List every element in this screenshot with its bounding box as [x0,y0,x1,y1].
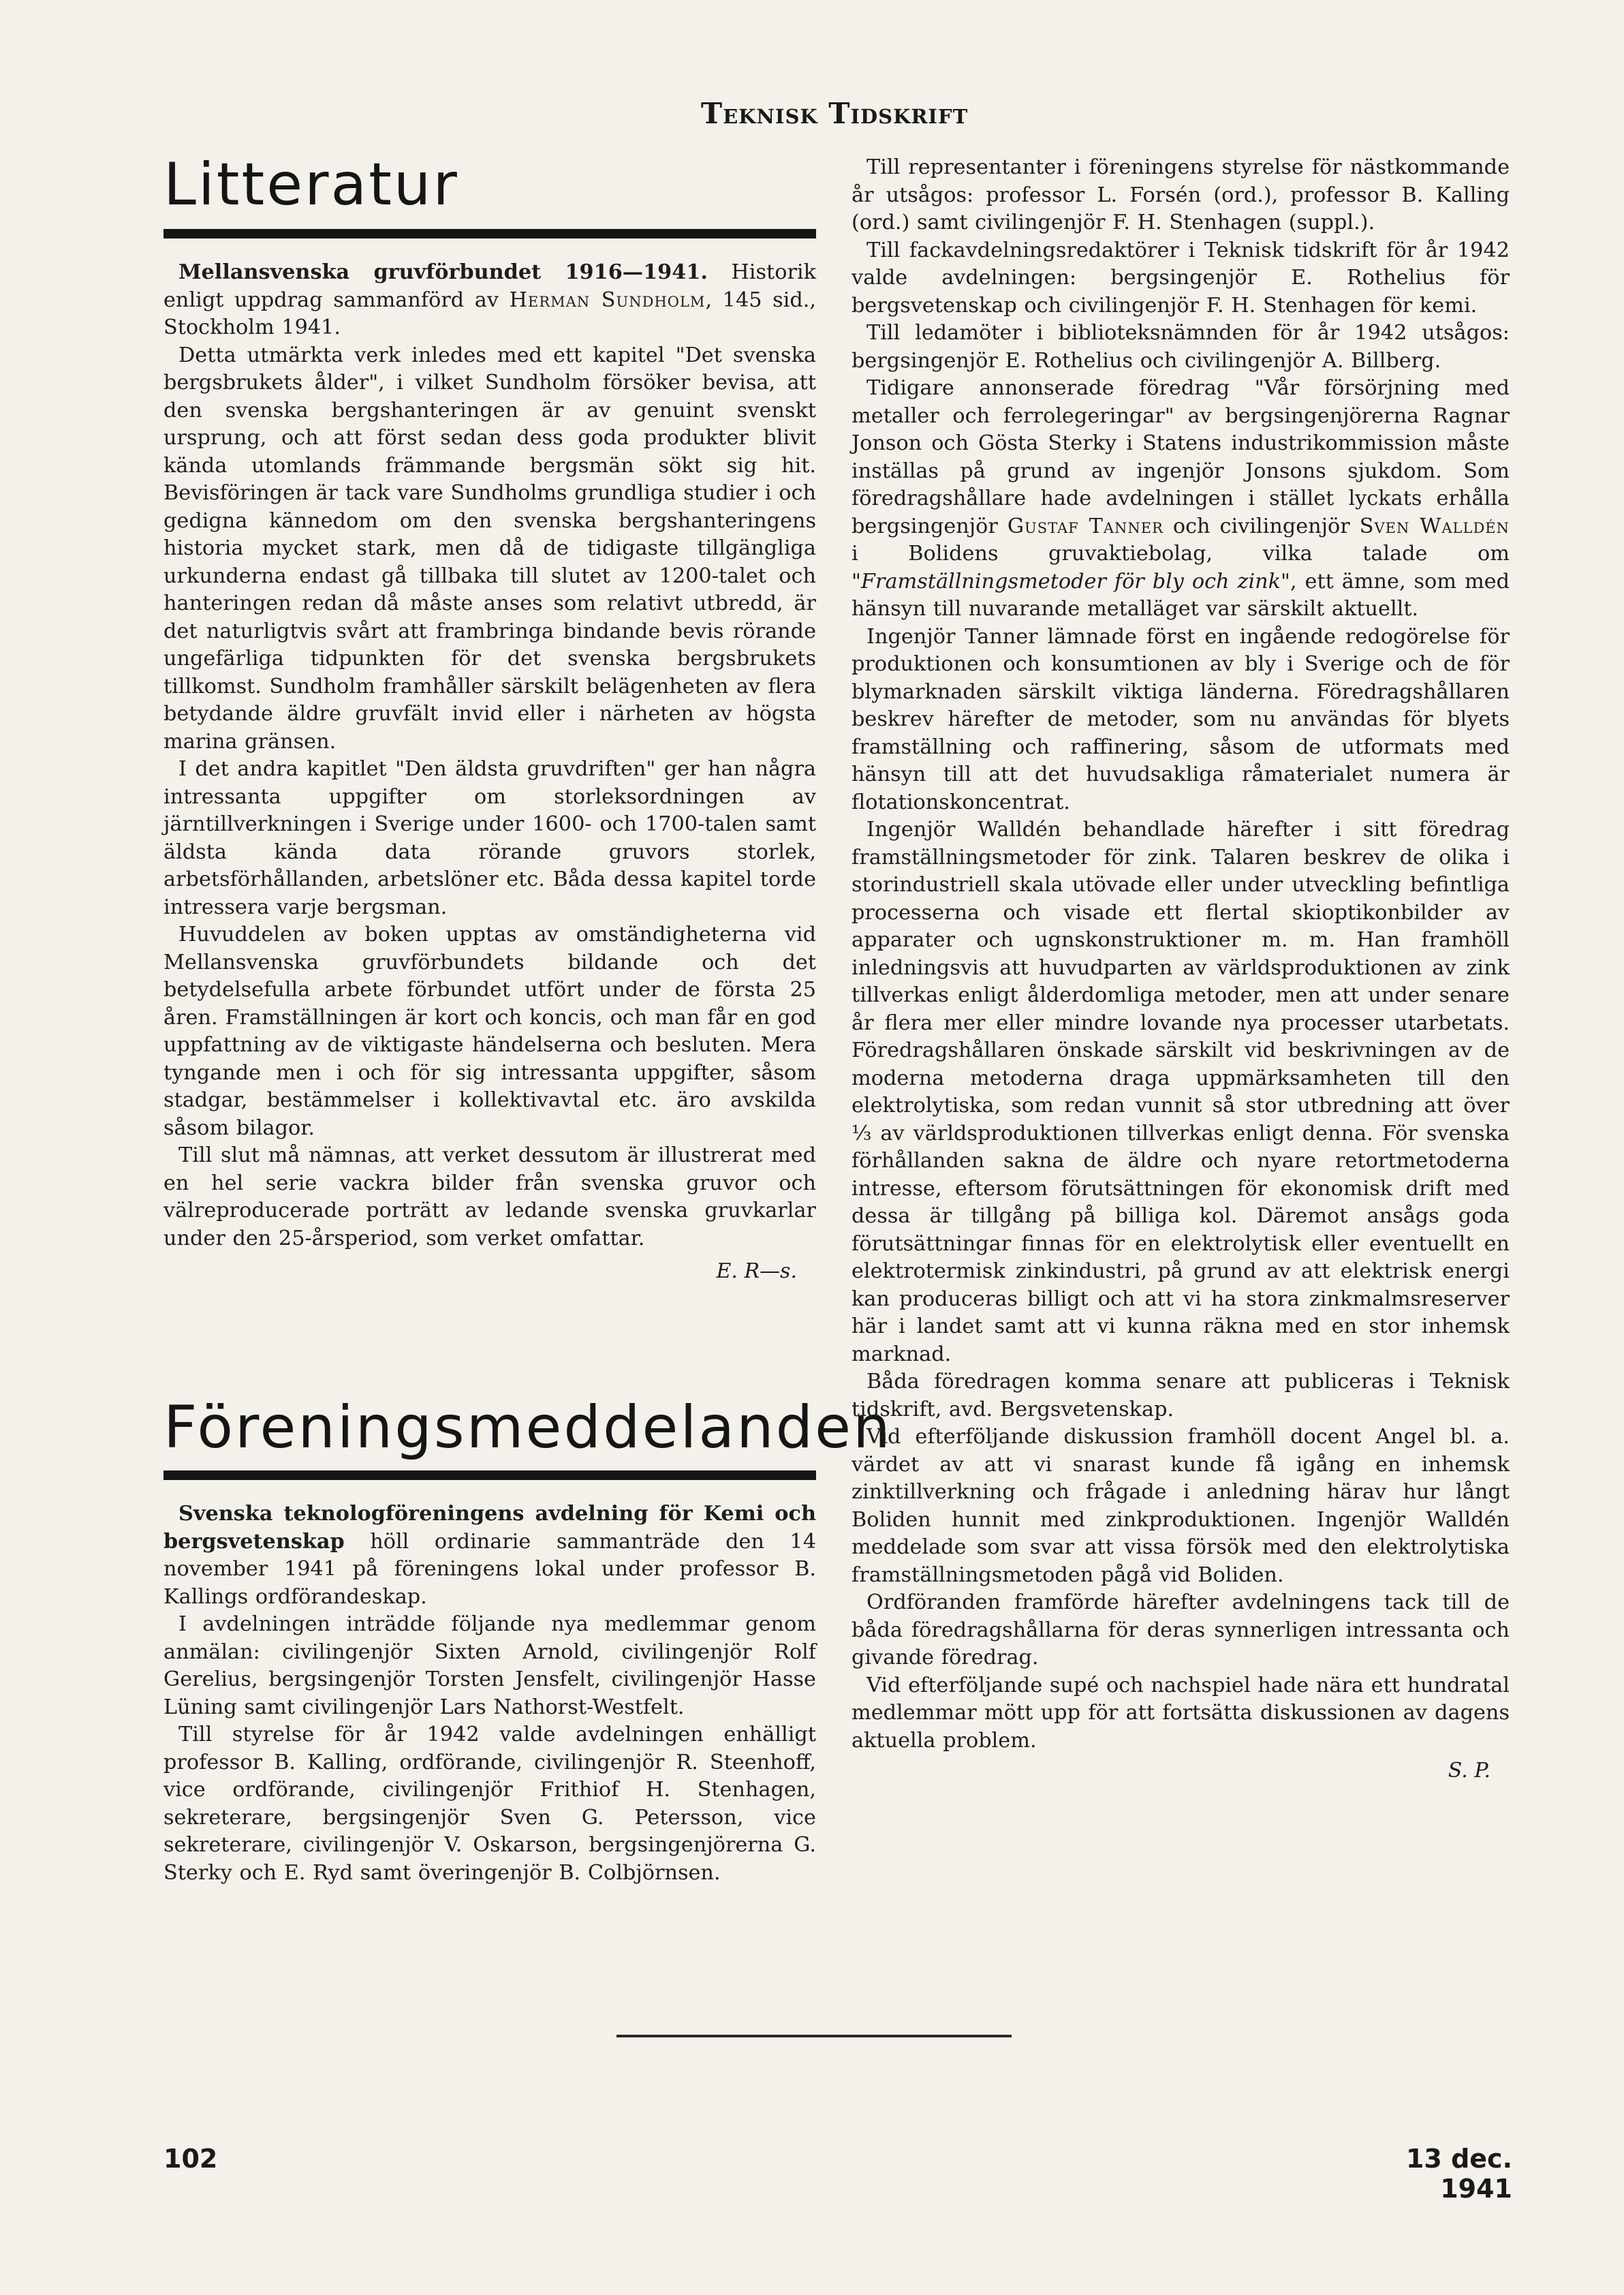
paragraph: Huvuddelen av boken upptas av omständigheterna vid Mellansvenska gruvförbundets bildande och det betydelsefulla arbete förbundet utfört under de första 25 åren. Framställningen är kort och koncis, och man får en god uppfattning av de viktigaste händelserna och besluten. Mera tyngande men i och för sig intressanta uppgifter, såsom stadgar, bestämmelser i kollektivavtal etc. äro avskilda såsom bilagor. [163,923,816,1140]
paragraph: Svenska teknologföreningens avdelning för Kemi och bergsvetenskap höll ordinarie sammanträde den 14 november 1941 på föreningens lokal under professor B. Kallings ordförandeskap. [163,1502,816,1609]
litteratur-article [163,259,816,1285]
paragraph: Ordföranden framförde härefter avdelningens tack till de båda föredragshållarna för deras synnerligen intressanta och givande föredrag. [852,1590,1510,1669]
paragraph: Till fackavdelningsredaktörer i Teknisk tidskrift för år 1942 valde avdelningen: bergsingenjör E. Rothelius för bergsvetenskap och civilingenjör F. H. Stenhagen för kemi. [852,238,1510,318]
book-title: Mellansvenska gruvförbundet 1916—1941. [178,260,708,284]
journal-title: Teknisk Tidskrift [700,97,969,130]
paragraph: Ingenjör Walldén behandlade härefter i sitt föredrag framställningsmetoder för zink. Talaren beskrev de olika i storindustriell skala utövade eller under utveckling befintliga processerna och visade ett flertal skioptikonbilder av apparater och ugnskonstruktioner m. m. Han framhöll inledningsvis att huvudparten av världsproduktionen av zink tillverkas enligt ålderdomliga metoder, men att under senare år flera mer eller mindre lovande nya processer utarbetats. Föredragshållaren önskade särskilt vid beskrivningen av de moderna metoderna draga uppmärksamheten till den elektrolytiska, som redan vunnit så stor utbredning att över ⅓ av världsproduktionen tillverkas enligt denna. För svenska förhållanden sakna de äldre och nyare retortmetoderna intresse, eftersom förutsättningen för ekonomisk drift med dessa är tillgång på billiga kol. Däremot ansågs goda förutsättningar finnas för en elektrolytisk eller eventuellt en elektrotermisk zinkindustri, på grund av att elektrisk energi kan produceras billigt och att vi ha stora zinkmalmsreserver här i landet samt att vi kunna räkna med en stor inhemsk marknad. [852,818,1510,1366]
paragraph: Detta utmärkta verk inledes med ett kapitel "Det svenska bergsbrukets ålder", i vilket Sundholm försöker bevisa, att den svenska bergshanteringen är av genuint svenskt ursprung, och att först sedan dess goda produkter blivit kända utomlands främmande bergsmän sökt sig hit. Bevisföringen är tack vare Sundholms grundliga studier i och gedigna kännedom om den svenska bergshanteringens historia mycket stark, men då de tidigaste tillgängliga urkunderna endast gå tillbaka till slutet av 1200-talet och hanteringen redan då måste anses som relativt utbredd, är det naturligtvis svårt att frambringa bindande bevis rörande ungefärliga tidpunkten för det svenska bergsbrukets tillkomst. Sundholm framhåller särskilt belägenheten av flera betydande äldre gruvfält invid eller i närheten av högsta marina gränsen. [163,343,816,754]
report-signature: S. P. [1448,1759,1490,1783]
speaker-name: Gustaf Tanner [1007,514,1164,538]
heading-rule [163,229,816,238]
speaker-name: Sven Walldén [1359,514,1510,538]
talk-title: "Framställningsmetoder för bly och zink" [852,569,1290,594]
page-number: 102 [163,2144,218,2174]
paragraph: Vid efterföljande diskussion framhöll docent Angel bl. a. värdet av att vi snarast kunde få igång en inhemsk zinktillverkning och frågade i anledning härav hur långt Boliden hunnit med zinkproduktionen. Ingenjör Walldén meddelade som svar att vissa försök med den elektrolytiska framställningsmetoden pågå vid Boliden. [852,1425,1510,1587]
paragraph: Vid efterföljande supé och nachspiel hade nära ett hundratal medlemmar mött upp för att fortsätta diskussionen av dagens aktuella problem. [852,1673,1510,1753]
foreningsmeddelanden-article [163,1500,816,1887]
paragraph: Till styrelse för år 1942 valde avdelningen enhälligt professor B. Kalling, ordförande, civilingenjör R. Steenhoff, vice ordförande, civilingenjör Frithiof H. Stenhagen, sekreterare, bergsingenjör Sven G. Petersson, vice sekreterare, civilingenjör V. Oskarson, bergsingenjörerna G. Sterky och E. Ryd samt överingenjör B. Colbjörnsen. [163,1723,816,1885]
review-signature: E. R—s. [716,1259,797,1283]
right-column [852,154,1510,1785]
litteratur-heading: Litteratur [163,151,459,219]
book-author: Herman Sundholm [509,288,706,312]
paragraph: Till representanter i föreningens styrelse för nästkommande år utsågos: professor L. Forsén (ord.), professor B. Kalling (ord.) samt civilingenjör F. H. Stenhagen (suppl.). [852,155,1510,234]
organization-name: Svenska teknologföreningens avdelning för Kemi och bergsvetenskap [163,1502,816,1554]
paragraph: I det andra kapitlet "Den äldsta gruvdriften" ger han några intressanta uppgifter om storleksordningen av järntillverkningen i Sverige under 1600- och 1700-talen samt äldsta kända data rörande gruvors storlek, arbetsförhållanden, arbetslöner etc. Båda dessa kapitel torde intressera varje bergsman. [163,757,816,919]
paragraph: Tidigare annonserade föredrag "Vår försörjning med metaller och ferrolegeringar" av bergsingenjörerna Ragnar Jonson och Gösta Sterky i Statens industrikommission måste inställas på grund av ingenjör Jonsons sjukdom. Som föredragshållare hade avdelningen i stället lyckats erhålla bergsingenjör Gustaf Tanner och civilingenjör Sven Walldén i Bolidens gruvaktiebolag, vilka talade om "Framställningsmetoder för bly och zink", ett ämne, som med hänsyn till nuvarande metalläget var särskilt aktuellt. [852,376,1510,621]
paragraph: Till slut må nämnas, att verket dessutom är illustrerat med en hel serie vackra bilder från svenska gruvor och välreproducerade porträtt av ledande svenska gruvkarlar under den 25-årsperiod, som verket omfattar. [163,1143,816,1250]
paragraph: I avdelningen inträdde följande nya medlemmar genom anmälan: civilingenjör Sixten Arnold, civilingenjör Rolf Gerelius, bergsingenjör Torsten Jensfelt, civilingenjör Hasse Lüning samt civilingenjör Lars Nathorst-Westfelt. [163,1612,816,1719]
paragraph: Ingenjör Tanner lämnade först en ingående redogörelse för produktionen och konsumtionen av bly i Sverige och de för blymarknaden särskilt viktiga länderna. Föredragshållaren beskrev härefter de metoder, som nu användas för blyets framställning och raffinering, såsom de utformats med hänsyn till att det huvudsakliga råmaterialet numera är flotationskoncentrat. [852,624,1510,814]
bottom-divider [616,2035,1012,2037]
foreningsmeddelanden-heading: Föreningsmeddelanden [163,1393,892,1462]
paragraph: Till ledamöter i biblioteksnämnden för år 1942 utsågos: bergsingenjör E. Rothelius och civilingenjör A. Billberg. [852,321,1510,373]
paragraph: Båda föredragen komma senare att publiceras i Teknisk tidskrift, avd. Bergsvetenskap. [852,1370,1510,1421]
book-reference: Mellansvenska gruvförbundet 1916—1941. Historik enligt uppdrag sammanförd av Herman Sundholm, 145 sid., Stockholm 1941. [163,260,816,339]
heading-rule [163,1470,816,1480]
issue-date: 13 dec. 1941 [1405,2144,1512,2204]
